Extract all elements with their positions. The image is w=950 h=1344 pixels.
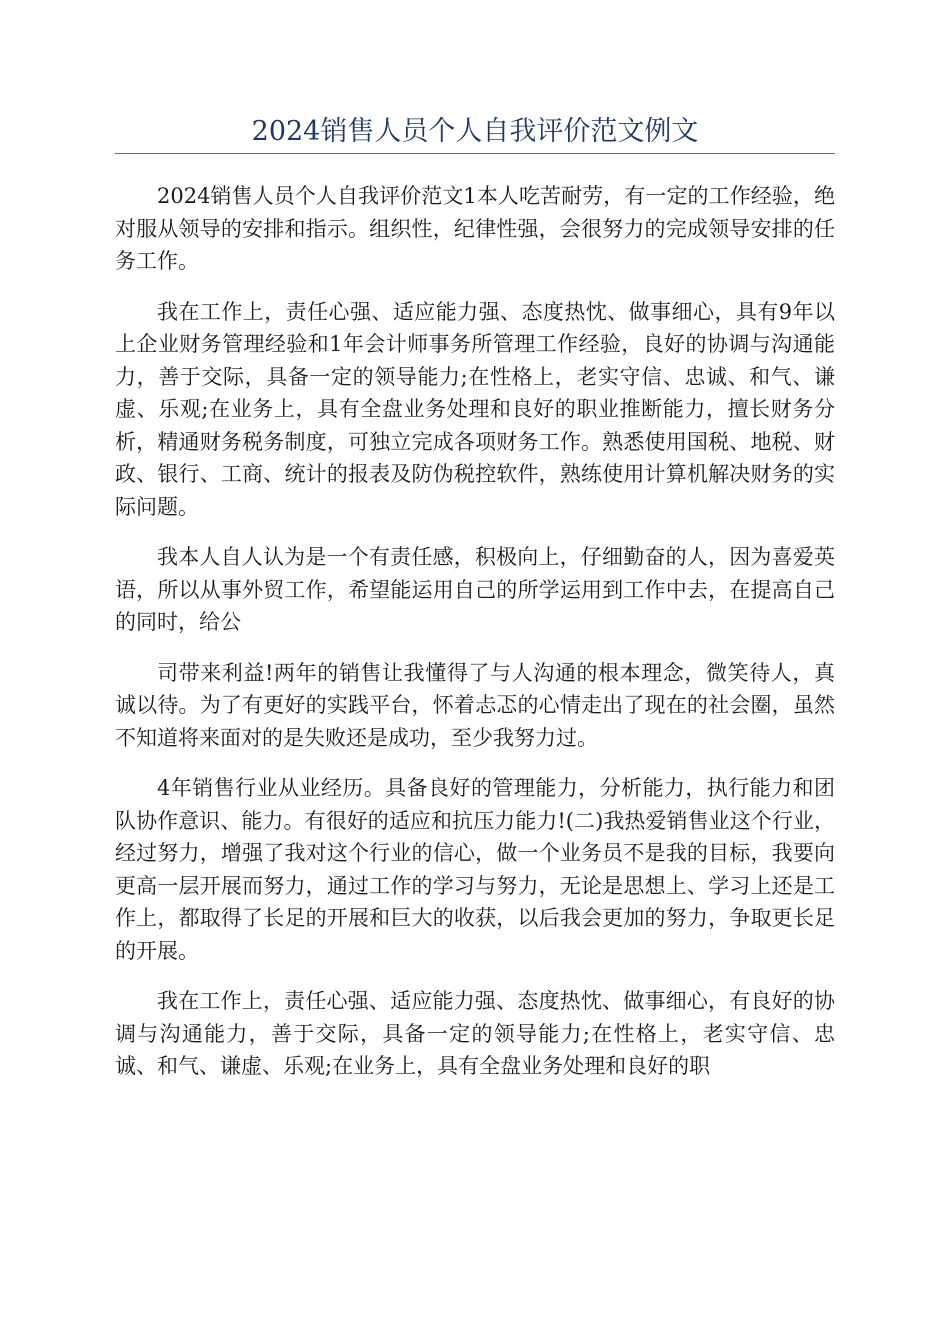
document-body bbox=[115, 180, 835, 1101]
paragraph: 4年销售行业从业经历。具备良好的管理能力，分析能力，执行能力和团队协作意识、能力。有很好的适应和抗压力能力!(二)我热爱销售业这个行业，经过努力，增强了我对这个行业的信心，做一个业务员不是我的目标，我要向更高一层开展而努力，通过工作的学习与努力，无论是思想上、学习上还是工作上，都取得了长足的开展和巨大的收获，以后我会更加的努力，争取更长足的开展。 bbox=[115, 776, 835, 963]
paragraph: 我在工作上，责任心强、适应能力强、态度热忱、做事细心，具有9年以上企业财务管理经验和1年会计师事务所管理工作经验，良好的协调与沟通能力，善于交际，具备一定的领导能力;在性格上，老实守信、忠诚、和气、谦虚、乐观;在业务上，具有全盘业务处理和良好的职业推断能力，擅长财务分析，精通财务税务制度，可独立完成各项财务工作。熟悉使用国税、地税、财政、银行、工商、统计的报表及防伪税控软件，熟练使用计算机解决财务的实际问题。 bbox=[115, 299, 835, 519]
paragraph: 我在工作上，责任心强、适应能力强、态度热忱、做事细心，有良好的协调与沟通能力，善于交际，具备一定的领导能力;在性格上，老实守信、忠诚、和气、谦虚、乐观;在业务上，具有全盘业务处理和良好的职 bbox=[115, 989, 835, 1078]
title-underline bbox=[115, 153, 835, 154]
paragraph: 2024销售人员个人自我评价范文1本人吃苦耐劳，有一定的工作经验，绝对服从领导的安排和指示。组织性，纪律性强，会很努力的完成领导安排的任务工作。 bbox=[115, 184, 835, 273]
paragraph: 司带来利益!两年的销售让我懂得了与人沟通的根本理念，微笑待人，真诚以待。为了有更好的实践平台，怀着忐忑的心情走出了现在的社会圈，虽然不知道将来面对的是失败还是成功，至少我努力过。 bbox=[115, 660, 835, 750]
paragraph: 我本人自人认为是一个有责任感，积极向上，仔细勤奋的人，因为喜爱英语，所以从事外贸工作，希望能运用自己的所学运用到工作中去，在提高自己的同时，给公 bbox=[115, 545, 835, 634]
document-title: 2024销售人员个人自我评价范文例文 bbox=[251, 116, 699, 147]
